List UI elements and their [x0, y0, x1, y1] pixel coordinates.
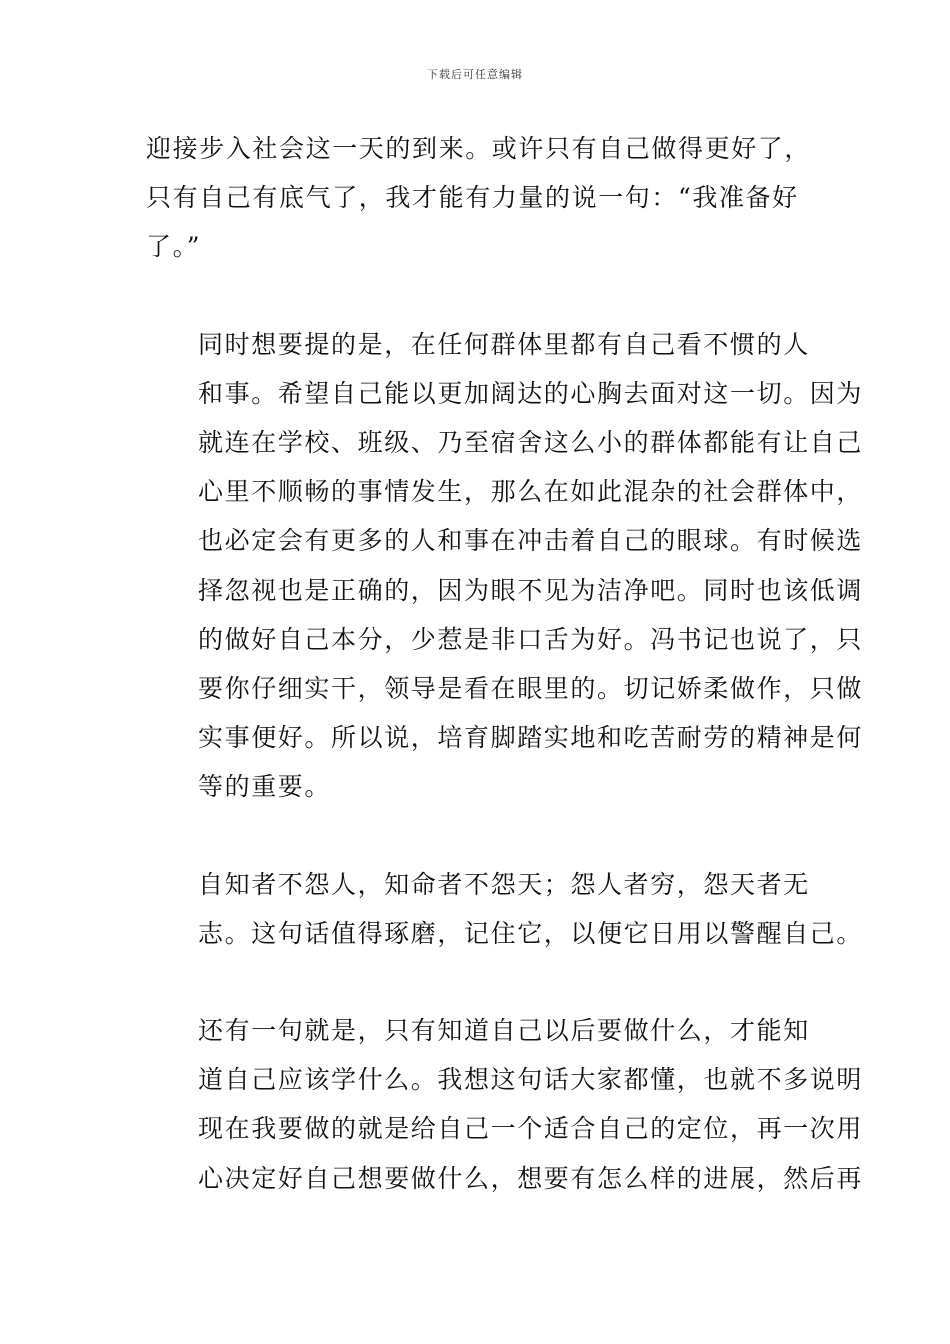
text-line: 心决定好自己想要做什么，想要有怎么样的进展，然后再: [198, 1163, 864, 1193]
paragraph-2: [146, 320, 864, 812]
text-line: 道自己应该学什么。我想这句话大家都懂，也就不多说明: [198, 1065, 864, 1095]
paragraph-4: [146, 1006, 864, 1203]
text-line: 迎接步入社会这一天的到来。或许只有自己做得更好了，: [146, 134, 812, 163]
text-line: 择忽视也是正确的，因为眼不见为洁净吧。同时也该低调: [198, 575, 864, 605]
text-line: 现在我要做的就是给自己一个适合自己的定位，再一次用: [198, 1114, 864, 1144]
text-line: 心里不顺畅的事情发生，那么在如此混杂的社会群体中，: [198, 477, 864, 507]
text-line: 自知者不怨人，知命者不怨天；怨人者穷，怨天者无: [198, 869, 810, 899]
text-line: 只有自己有底气了，我才能有力量的说一句：“我准备好: [146, 183, 799, 213]
paragraph-1: [146, 124, 810, 272]
text-line: 也必定会有更多的人和事在冲击着自己的眼球。有时候选: [198, 526, 864, 556]
text-line: 等的重要。: [198, 772, 332, 802]
text-line: 要你仔细实干，领导是看在眼里的。切记娇柔做作，只做: [198, 674, 864, 704]
text-line: 就连在学校、班级、乃至宿舍这么小的群体都能有让自己: [198, 428, 864, 458]
text-line: 同时想要提的是，在任何群体里都有自己看不惯的人: [198, 329, 810, 359]
text-line: 了。”: [146, 232, 202, 262]
document-body: [146, 124, 864, 1251]
text-line: 还有一句就是，只有知道自己以后要做什么，才能知: [198, 1016, 810, 1046]
text-line: 志。这句话值得琢磨，记住它，以便它日用以警醒自己。: [198, 918, 864, 948]
text-line: 和事。希望自己能以更加阔达的心胸去面对这一切。因为: [198, 378, 864, 408]
text-line: 实事便好。所以说，培育脚踏实地和吃苦耐劳的精神是何: [198, 723, 864, 753]
paragraph-3: [146, 860, 864, 958]
text-line: 的做好自己本分，少惹是非口舌为好。冯书记也说了，只: [198, 624, 864, 654]
page-header: 下载后可任意编辑: [427, 68, 523, 81]
